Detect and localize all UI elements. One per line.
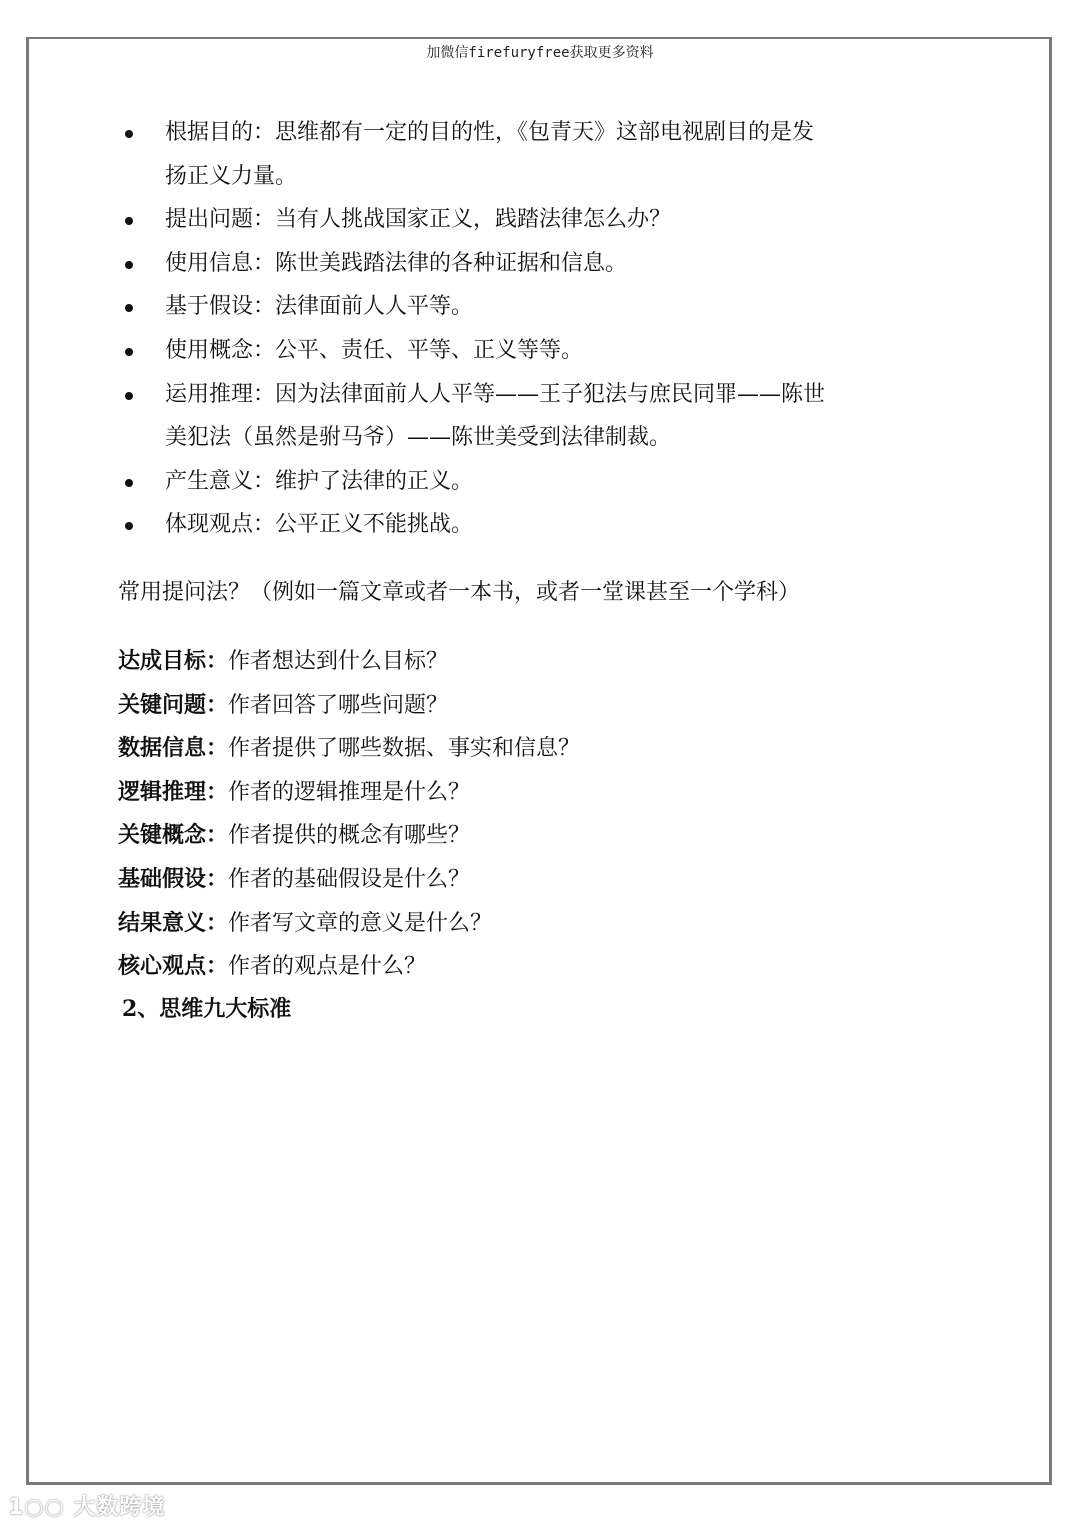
question-item (118, 647, 448, 676)
question-text: 作者回答了哪些问题？ (228, 692, 449, 718)
bullet-item-text: 体现观点：公平正义不能挑战。 (165, 512, 474, 538)
page-header: 加微信firefuryfree获取更多资料 (426, 45, 654, 61)
question-intro: 常用提问法？（例如一篇文章或者一本书，或者一堂课甚至一个学科） (118, 580, 801, 605)
question-item (118, 909, 492, 938)
bullet-item-text: 基于假设：法律面前人人平等。 (165, 294, 474, 320)
bullet-item-text: 根据目的：思维都有一定的目的性，《包青天》这部电视剧目的是发 (165, 120, 815, 145)
question-item (118, 778, 470, 807)
question-term: 关键概念： (118, 822, 229, 849)
bullet-item-text: 美犯法（虽然是驸马爷）——陈世美受到法律制裁。 (165, 425, 672, 451)
bullet-item-text: 产生意义：维护了法律的正义。 (165, 468, 474, 494)
question-item (118, 821, 470, 850)
question-term: 数据信息： (118, 735, 229, 762)
watermark-logo: 1○○ 大数跨境 (8, 1495, 166, 1520)
question-item (118, 952, 426, 981)
question-text: 作者提供的概念有哪些？ (228, 823, 471, 849)
bullet-icon (125, 130, 133, 138)
question-term: 结果意义： (118, 909, 229, 936)
bullet-icon (125, 261, 133, 269)
bullet-icon (125, 348, 133, 356)
question-text: 作者想达到什么目标？ (228, 649, 449, 674)
question-item (118, 865, 470, 894)
bullet-item-text: 扬正义力量。 (165, 163, 298, 189)
bullet-icon (125, 479, 133, 487)
question-text: 作者的基础假设是什么？ (228, 867, 471, 892)
question-term: 达成目标： (118, 648, 229, 674)
question-item (118, 734, 580, 763)
bullet-item-text: 提出问题：当有人挑战国家正义，践踏法律怎么办？ (165, 207, 672, 233)
question-text: 作者提供了哪些数据、事实和信息？ (228, 736, 581, 762)
section-heading: 2、思维九大标准 (122, 996, 292, 1022)
question-term: 逻辑推理： (118, 778, 229, 805)
question-term: 关键问题： (118, 691, 229, 718)
bullet-item-text: 运用推理：因为法律面前人人平等——王子犯法与庶民同罪——陈世 (165, 381, 826, 407)
question-item (118, 691, 448, 720)
question-term: 核心观点： (118, 953, 229, 980)
question-term: 基础假设： (118, 866, 229, 892)
bullet-icon (125, 392, 133, 400)
question-text: 作者的观点是什么？ (228, 954, 427, 980)
bullet-item-text: 使用信息：陈世美践踏法律的各种证据和信息。 (165, 250, 628, 276)
bullet-item-text: 使用概念：公平、责任、平等、正义等等。 (165, 338, 584, 363)
question-text: 作者写文章的意义是什么？ (228, 910, 493, 936)
question-text: 作者的逻辑推理是什么？ (228, 779, 471, 805)
